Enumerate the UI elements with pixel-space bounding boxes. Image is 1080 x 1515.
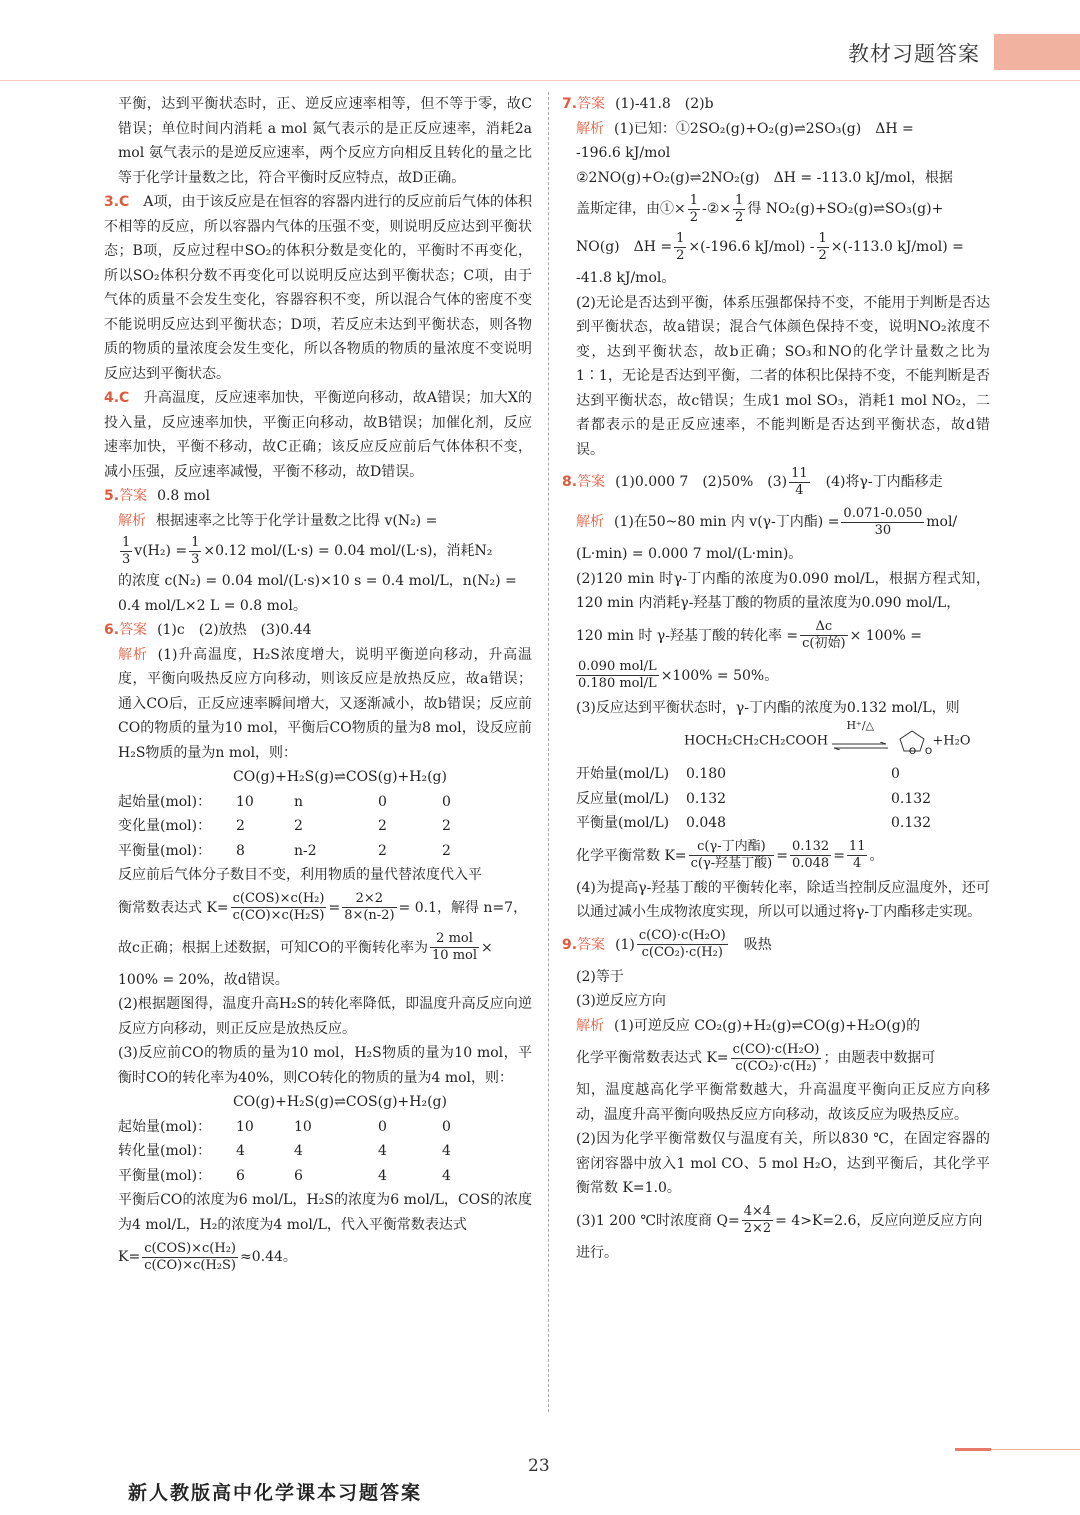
table-cell: 4: [236, 1143, 245, 1159]
page-number: 23: [528, 1456, 550, 1476]
table-cell: 10: [236, 1118, 254, 1135]
question-8-answer: 8.答案 (1)0.000 7 (2)50% (3) $\frac{11}{4}$ (4)将γ-丁内酯移走: [562, 465, 943, 498]
question-9-ans2: (2)等于: [576, 968, 624, 985]
column-divider: [548, 92, 549, 1412]
table-cell: 2: [236, 818, 245, 834]
question-6-p2: 反应前后气体分子数目不变，利用物质的量代替浓度代入平: [118, 867, 482, 883]
table-cell: 0.132: [686, 790, 727, 807]
question-7-a5: NO(g) ΔH = $\frac{1}{2}$ ×(-196.6 kJ/mol) - $\frac{1}{2}$ ×(-113.0 kJ/mol) =: [576, 230, 964, 263]
question-5-line4: 0.4 mol/L×2 L = 0.8 mol。: [118, 597, 307, 614]
question-4: 4.C 升高温度，反应速率加快，平衡逆向移动，故A错误；加大X的投入量，反应速率加快，平衡正向移动，故B错误；加催化剂，反应速率加快，平衡不移动，故C正确；该反应反应前后气体体积不变，减小压强，反应速率减慢，平衡不移动，故D错误。: [104, 390, 533, 480]
reversible-arrow-icon: [832, 742, 888, 750]
question-6-p5: (2)根据题图得，温度升高H₂S的转化率降低，即温度升高反应向逆反应方向移动，则正反应是放热反应。: [118, 996, 532, 1037]
table-row: [118, 839, 502, 864]
question-9-p4: 进行。: [576, 1244, 618, 1261]
table-cell: 0.180: [686, 766, 727, 782]
table-cell: 反应量(mol/L): [576, 790, 670, 807]
table-cell: 0: [378, 1118, 387, 1135]
table-cell: 4: [442, 1167, 451, 1184]
table-cell: 0: [442, 793, 451, 810]
left-column: [104, 92, 533, 1277]
table-cell: 0.048: [686, 815, 727, 831]
table-cell: 2: [378, 818, 387, 834]
question-3: 3.C A项，由于该反应是在恒容的容器内进行的反应前后气体的体积不相等的反应，所以容器内气体的压强不变，则说明反应达到平衡状态；B项，反应过程中SO₂的体积分数是变化的，平衡时不再变化，所以SO₂体积分数不再变化可以说明反应达到平衡状态；C项，由于气体的质量不会发生变化，容器容积不变，所以混合气体的密度不变不能说明反应达到平衡状态；D项，若反应未达到平衡状态，则各物质的物质的量浓度会发生变化，所以各物质的物质的量浓度不变说明反应达到平衡状态。: [104, 194, 533, 382]
table-cell: 4: [442, 1143, 451, 1159]
lactone-table: [576, 762, 990, 836]
question-7-a1: 解析 (1)已知：①2SO₂(g)+O₂(g)⇌2SO₃(g) ΔH =: [576, 120, 914, 137]
question-5-answer: 5.答案 0.8 mol: [104, 488, 210, 504]
table-cell: 变化量(mol)：: [118, 818, 212, 834]
question-7-a2: -196.6 kJ/mol: [576, 145, 671, 161]
lactone-ring-icon: [892, 727, 932, 755]
table-cell: 4: [378, 1143, 387, 1159]
footer-accent-line: [991, 1449, 1080, 1450]
question-9-a3: 知，温度越高化学平衡常数越大，升高温度平衡向正反应方向移动，温度升高平衡向吸热反应方向移动，故该反应为吸热反应。: [576, 1082, 990, 1123]
question-7-a4: 盖斯定律，由①× $\frac{1}{2}$ -②× $\frac{1}{2}$ 得 NO₂(g)+SO₂(g)⇌SO₃(g)+: [576, 192, 944, 225]
question-9-a1: 解析 (1)可逆反应 CO₂(g)+H₂(g)⇌CO(g)+H₂O(g)的: [576, 1017, 921, 1034]
question-9-ans3: (3)逆反应方向: [576, 993, 666, 1009]
question-6-p1: 解析 (1)升高温度，H₂S浓度增大，说明平衡逆向移动，升高温度，平衡向吸热反应方向移动，则该反应是放热反应，故a错误；通入CO后，正反应速率瞬间增大，又逐渐减小，故b错误；反应前CO的物质的量为10 mol，平衡后CO物质的量为8 mol，设反应前H₂S物质的量为n mol，则：: [118, 646, 533, 761]
conversion-line: 故c正确；根据上述数据，可知CO的平衡转化率为 $\frac{\text{2 mol}}{\text{10 mol}}$ ×: [118, 931, 493, 963]
question-5-line3: 的浓度 c(N₂) = 0.04 mol/(L·s)×10 s = 0.4 mol/L，n(N₂) =: [118, 573, 517, 589]
question-8-p2: (2)120 min 时γ-丁内酯的浓度为0.090 mol/L，根据方程式知，120 min 内消耗γ-羟基丁酸的物质的量浓度为0.090 mol/L，: [576, 570, 990, 611]
question-8-a2: (L·min) = 0.000 7 mol/(L·min)。: [576, 546, 803, 562]
table-cell: 开始量(mol/L): [576, 766, 670, 782]
table-cell: 0: [378, 793, 387, 810]
table-cell: 10: [294, 1118, 312, 1135]
table-row: [576, 811, 990, 836]
question-5-line2: $\frac{1}{3}$ v(H₂) = $\frac{1}{3}$ ×0.12 mol/(L·s) = 0.04 mol/(L·s)，消耗N₂: [122, 534, 493, 567]
ice-table-2: [118, 1115, 502, 1189]
header-accent-block: [994, 34, 1080, 70]
table-cell: n: [294, 793, 304, 810]
table-cell: 8: [236, 842, 245, 859]
table-cell: 4: [378, 1167, 387, 1184]
continued-text: 平衡，达到平衡状态时，正、逆反应速率相等，但不等于零，故C错误；单位时间内消耗 a mol 氮气表示的是正反应速率，消耗2a mol 氨气表示的是逆反应速率，两个反应方向相反且转化的量之比等于化学计量数之比，符合平衡时反应特点，故D正确。: [118, 96, 532, 186]
table-cell: 2: [294, 818, 303, 834]
svg-text:O: O: [925, 747, 933, 755]
question-7-a6: -41.8 kJ/mol。: [576, 270, 676, 286]
table-cell: 0.132: [891, 790, 932, 807]
question-8-k: 化学平衡常数 K= $\frac{\text{c(γ-丁内酯)}}{\text{c(γ-羟基丁酸)}}$ = $\frac{0.132}{0.048}$ = $\frac{11}{4}$ 。: [576, 839, 884, 871]
table-row: [118, 1115, 502, 1140]
question-8-p5: (3)反应达到平衡状态时，γ-丁内酯的浓度为0.132 mol/L，则: [576, 699, 960, 716]
lactone-equation: HOCH₂CH₂CH₂COOH H⁺/△ O O +H₂O: [576, 720, 990, 762]
equilibrium-arrow: H⁺/△: [832, 720, 888, 762]
question-8-a1: 解析 (1)在50~80 min 内 v(γ-丁内酯) = $\frac{0.071-0.050}{30}$ mol/: [576, 505, 958, 538]
table-row: [576, 762, 990, 787]
question-9-p3: (3)1 200 ℃时浓度商 Q= $\frac{4\times 4}{2\times 2}$ = 4>K=2.6，反应向逆反应方向: [576, 1204, 983, 1236]
table-cell: 2: [442, 818, 451, 834]
table-cell: 10: [236, 793, 254, 810]
question-6-p4: 100% = 20%，故d错误。: [118, 971, 289, 988]
table-cell: 0: [442, 1118, 451, 1135]
table-cell: 0.132: [891, 815, 932, 831]
table-row: [118, 1164, 502, 1189]
table-cell: 4: [294, 1143, 303, 1159]
footer-title: 新人教版高中化学课本习题答案: [128, 1482, 423, 1504]
table-cell: 6: [236, 1167, 245, 1184]
question-7-answer: 7.答案 (1)-41.8 (2)b: [562, 96, 714, 112]
table-cell: 转化量(mol)：: [118, 1143, 212, 1159]
equilibrium-constant-2: K= $\frac{\text{c(COS)×c(H₂)}}{\text{c(CO)×c(H₂S)}}$ ≈0.44。: [118, 1240, 297, 1273]
table-row: [118, 790, 502, 815]
table-row: [118, 1139, 502, 1164]
question-6-p6: (3)反应前CO的物质的量为10 mol，H₂S物质的量为10 mol，平衡时CO的转化率为40%，则CO转化的物质的量为4 mol，则：: [118, 1045, 532, 1086]
table-cell: 2: [442, 842, 451, 859]
header-title: 教材习题答案: [848, 42, 980, 66]
table-cell: 起始量(mol)：: [118, 793, 212, 810]
table-row: [118, 814, 502, 839]
table-row: [576, 787, 990, 812]
question-7-p2: (2)无论是否达到平衡，体系压强都保持不变，不能用于判断是否达到平衡状态，故a错误；混合气体颜色保持不变，说明NO₂浓度不变，达到平衡状态，故b正确；SO₃和NO的化学计量数之比为1∶1，无论是否达到平衡，二者的体积比保持不变，不能判断是否达到平衡状态，故c错误；生成1 mol SO₃，消耗1 mol NO₂，二者都表示的是正反应速率，不能判断是否达到平衡状态，故d错误。: [576, 294, 990, 458]
header-divider: [0, 80, 1080, 81]
table-cell: 2: [378, 842, 387, 859]
question-8-p4: $\frac{\text{0.090 mol/L}}{\text{0.180 mol/L}}$ ×100% = 50%。: [578, 659, 779, 691]
table-cell: 平衡量(mol)：: [118, 1167, 212, 1184]
question-9-answer: 9.答案 (1) $\frac{\text{c(CO)·c(H₂O)}}{\text{c(CO₂)·c(H₂)}}$ 吸热: [562, 928, 772, 960]
table-cell: n-2: [294, 842, 317, 859]
question-7-a3: ②2NO(g)+O₂(g)⇌2NO₂(g) ΔH = -113.0 kJ/mol，根据: [576, 169, 953, 186]
right-column: [562, 92, 990, 1265]
ice-table-1: [118, 790, 502, 864]
question-9-p2: (2)因为化学平衡常数仅与温度有关，所以830 ℃，在固定容器的密闭容器中放入1 mol CO、5 mol H₂O，达到平衡后，其化学平衡常数 K=1.0。: [576, 1131, 990, 1196]
question-6-answer: 6.答案 (1)c (2)放热 (3)0.44: [104, 622, 312, 638]
question-9-a2: 化学平衡常数表达式 K= $\frac{\text{c(CO)·c(H₂O)}}{\text{c(CO₂)·c(H₂)}}$ ；由题表中数据可: [576, 1041, 936, 1074]
svg-text:O: O: [909, 747, 917, 755]
equilibrium-constant-1: 衡常数表达式 K= $\frac{\text{c(COS)×c(H₂)}}{\text{c(CO)×c(H₂S)}}$ = $\frac{2\times 2}{8\times(n-2)}$ = 0.1，解得 n=7，: [118, 891, 528, 923]
equation-2: CO(g)+H₂S(g)⇌COS(g)+H₂(g): [233, 1094, 447, 1110]
table-cell: 6: [294, 1167, 303, 1184]
table-cell: 平衡量(mol/L): [576, 815, 670, 831]
table-cell: 平衡量(mol)：: [118, 842, 212, 859]
table-cell: 0: [891, 766, 900, 782]
equation-1: CO(g)+H₂S(g)⇌COS(g)+H₂(g): [233, 769, 447, 785]
table-cell: 起始量(mol)：: [118, 1118, 212, 1135]
footer-accent-bar: [955, 1448, 991, 1451]
question-5-analysis: 解析 根据速率之比等于化学计量数之比得 v(N₂) =: [118, 512, 438, 529]
question-6-p7: 平衡后CO的浓度为6 mol/L，H₂S的浓度为6 mol/L，COS的浓度为4 mol/L，H₂的浓度为4 mol/L，代入平衡常数表达式: [118, 1192, 532, 1233]
question-8-p6: (4)为提高γ-羟基丁酸的平衡转化率，除适当控制反应温度外，还可以通过减小生成物浓度实现，所以可以通过将γ-丁内酯移走实现。: [576, 879, 990, 920]
question-8-p3: 120 min 时 γ-羟基丁酸的转化率 = $\frac{\Delta c}{\text{c(初始)}}$ × 100% =: [576, 619, 922, 651]
